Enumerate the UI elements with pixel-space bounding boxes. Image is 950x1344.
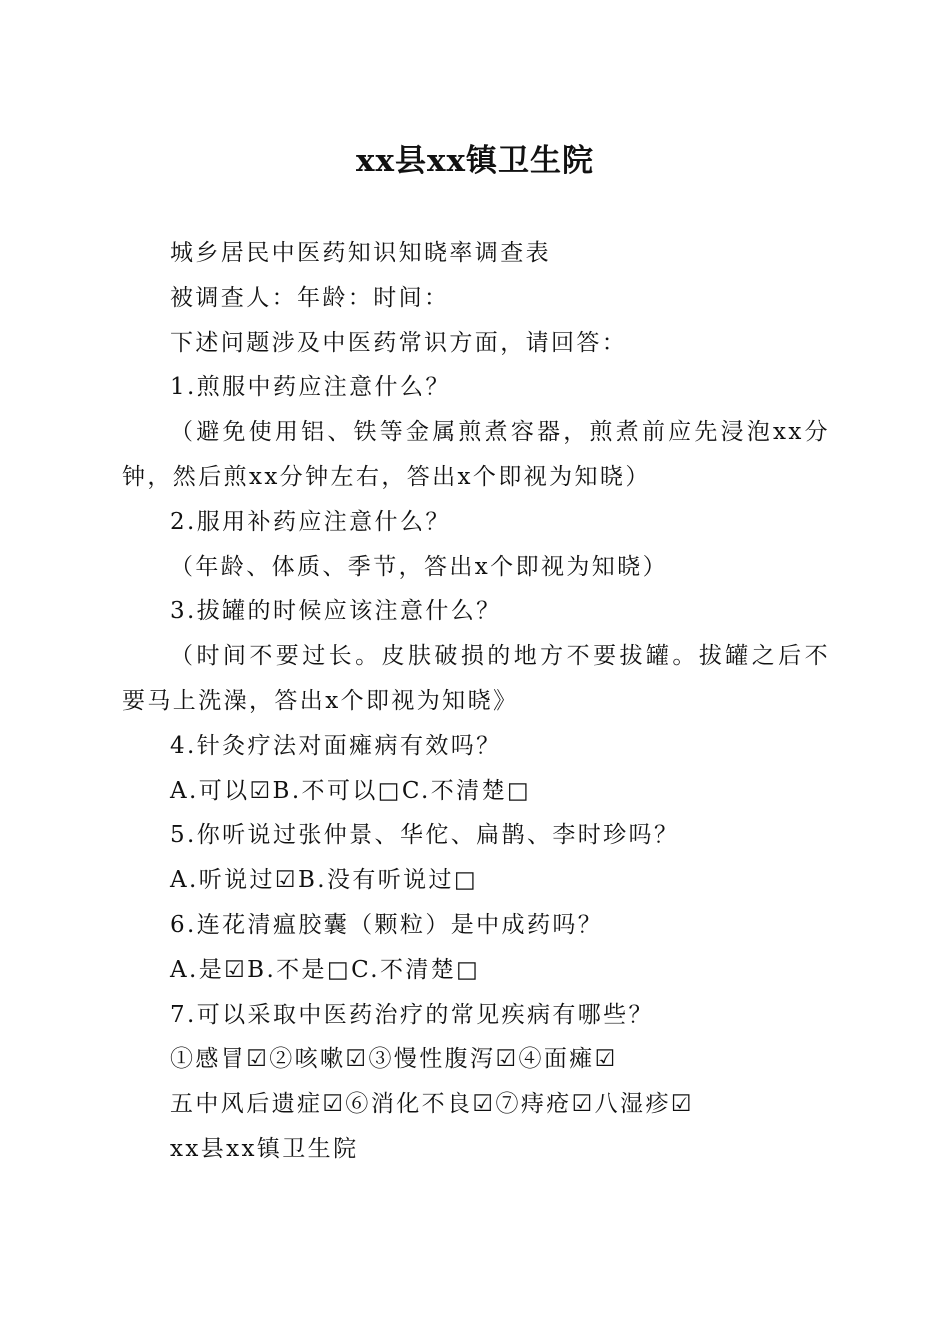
document-body (122, 231, 830, 1172)
options-7-row-2: 五中风后遗症☑⑥消化不良☑⑦痔疮☑八湿疹☑ (170, 1091, 694, 1118)
question-7: 7.可以采取中医药治疗的常见疾病有哪些？ (170, 1001, 654, 1028)
options-5: A.听说过☑B.没有听说过□ (170, 867, 479, 894)
options-4: A.可以☑B.不可以□C.不清楚□ (170, 777, 532, 804)
survey-name: 城乡居民中医药知识知晓率调查表 (170, 240, 551, 266)
question-3: 3.拔罐的时候应该注意什么？ (170, 598, 502, 625)
signature-org: xx县xx镇卫生院 (170, 1135, 359, 1162)
instructions: 下述问题涉及中医药常识方面，请回答： (170, 329, 628, 356)
question-5: 5.你听说过张仲景、华佗、扁鹊、李时珍吗？ (170, 822, 680, 849)
question-1: 1.煎服中药应注意什么？ (170, 374, 451, 401)
options-6: A.是☑B.不是□C.不清楚□ (170, 956, 481, 983)
respondent-info: 被调查人：年龄：时间： (170, 284, 450, 311)
question-6: 6.连花清瘟胶囊（颗粒）是中成药吗？ (170, 911, 604, 938)
answer-note-1: （避免使用铝、铁等金属煎煮容器，煎煮前应先浸泡xx分钟，然后煎xx分钟左右，答出x个即视为知晓） (122, 419, 830, 490)
document-title: xx县xx镇卫生院 (356, 143, 594, 179)
answer-note-2: （年龄、体质、季节，答出x个即视为知晓） (170, 553, 668, 580)
answer-note-3: （时间不要过长。皮肤破损的地方不要拔罐。拔罐之后不要马上洗澡，答出x个即视为知晓》 (122, 643, 830, 714)
options-7-row-1: ①感冒☑②咳嗽☑③慢性腹泻☑④面瘫☑ (170, 1046, 618, 1073)
question-2: 2.服用补药应注意什么？ (170, 508, 451, 535)
question-4: 4.针灸疗法对面瘫病有效吗？ (170, 732, 502, 759)
